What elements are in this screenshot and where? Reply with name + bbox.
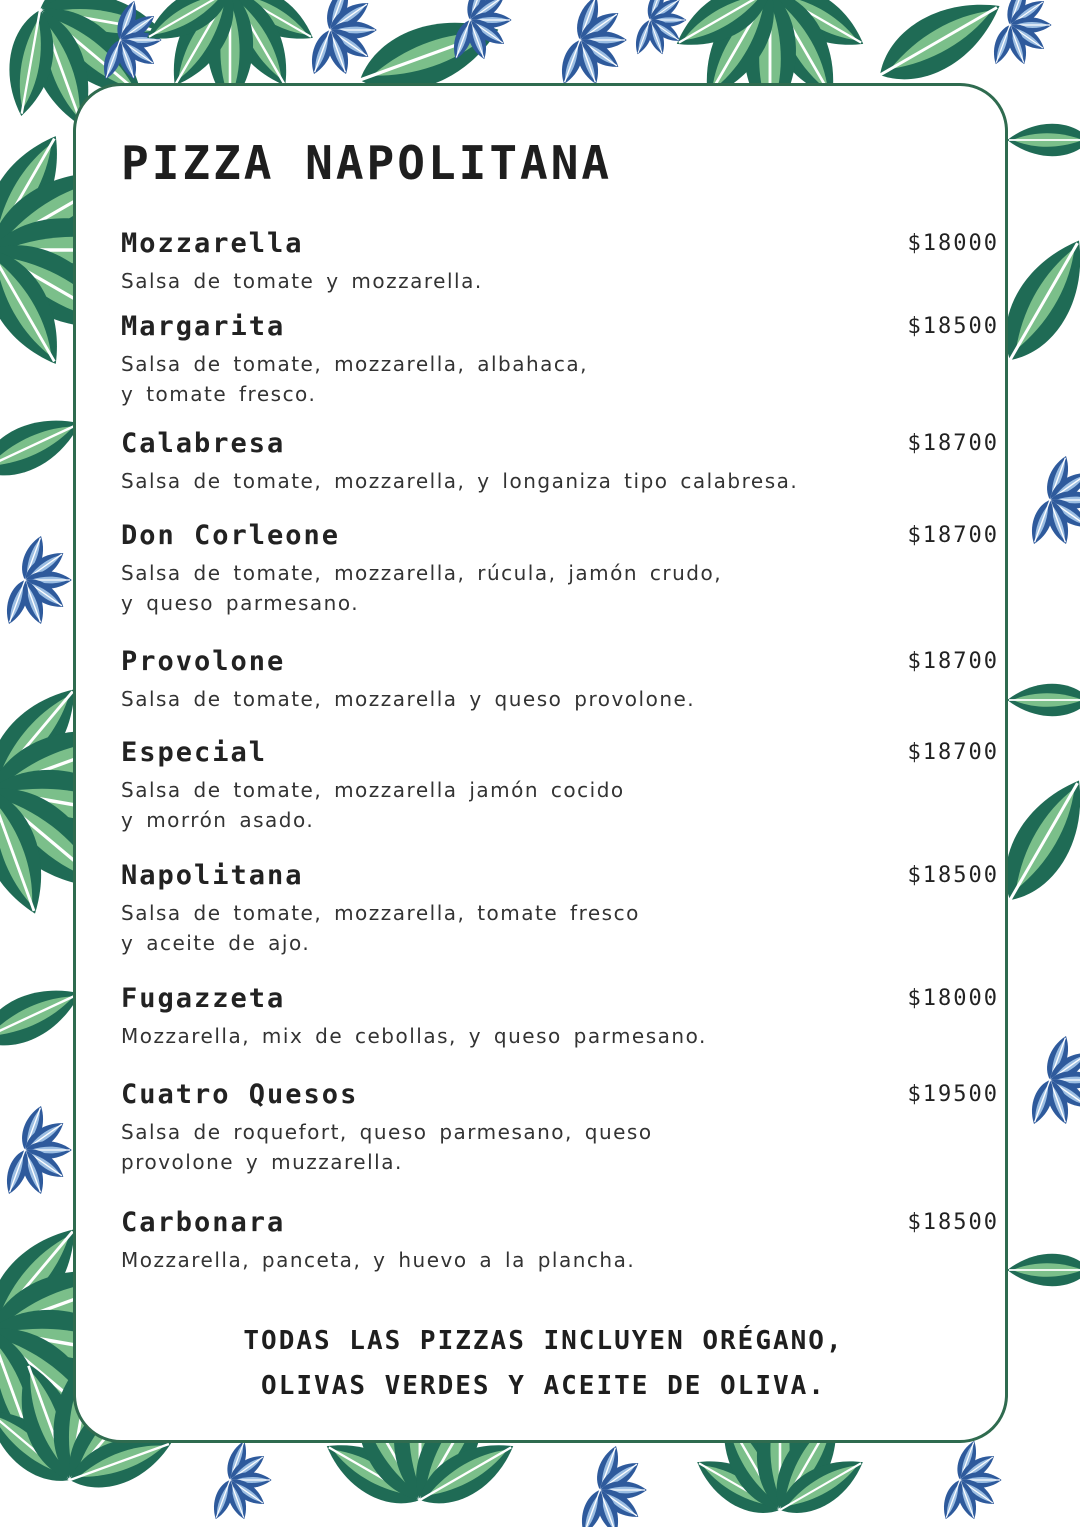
item-description [121,349,761,409]
item-description-line: Salsa de tomate, mozzarella, albahaca, [121,352,589,376]
item-name: Napolitana [121,860,304,891]
item-description [121,558,761,618]
item-description [121,266,761,296]
item-description-line: y tomate fresco. [121,382,317,406]
footer-note-line-1: TODAS LAS PIZZAS INCLUYEN ORÉGANO, [243,1326,844,1356]
item-description-line: Salsa de roquefort, queso parmesano, queso [121,1120,653,1144]
item-description [121,1021,761,1051]
item-description [121,898,761,958]
menu-title: PIZZA NAPOLITANA [121,136,613,190]
item-description [121,775,761,835]
item-description-line: Salsa de tomate, mozzarella, tomate fresco [121,901,640,925]
item-price: $18700 [907,649,999,674]
item-description-line: Salsa de tomate y mozzarella. [121,269,483,293]
menu-card [73,83,1008,1443]
item-name: Mozzarella [121,228,304,259]
item-name: Fugazzeta [121,983,286,1014]
item-description-line: Salsa de tomate, mozzarella, y longaniza tipo calabresa. [121,469,799,493]
item-price: $18500 [907,1210,999,1235]
item-name: Carbonara [121,1207,286,1238]
item-description-line: Salsa de tomate, mozzarella, rúcula, jamón crudo, [121,561,723,585]
item-description-line: provolone y muzzarella. [121,1150,403,1174]
item-description-line: Salsa de tomate, mozzarella y queso provolone. [121,687,696,711]
item-description-line: Mozzarella, mix de cebollas, y queso parmesano. [121,1024,707,1048]
item-name: Cuatro Quesos [121,1079,359,1110]
item-price: $18700 [907,523,999,548]
item-description-line: y aceite de ajo. [121,931,311,955]
item-description-line: Salsa de tomate, mozzarella jamón cocido [121,778,625,802]
item-price: $18500 [907,314,999,339]
item-name: Margarita [121,311,286,342]
item-description [121,1117,761,1177]
item-name: Don Corleone [121,520,341,551]
item-name: Calabresa [121,428,286,459]
item-price: $19500 [907,1082,999,1107]
item-description-line: y morrón asado. [121,808,315,832]
item-description [121,466,901,496]
item-price: $18700 [907,740,999,765]
item-price: $18700 [907,431,999,456]
item-name: Especial [121,737,268,768]
item-price: $18000 [907,231,999,256]
item-price: $18500 [907,863,999,888]
item-description-line: y queso parmesano. [121,591,360,615]
item-description-line: Mozzarella, panceta, y huevo a la plancha. [121,1248,636,1272]
item-description [121,1245,761,1275]
item-name: Provolone [121,646,286,677]
item-price: $18000 [907,986,999,1011]
footer-note-line-2: OLIVAS VERDES Y ACEITE DE OLIVA. [261,1371,826,1401]
item-description [121,684,761,714]
